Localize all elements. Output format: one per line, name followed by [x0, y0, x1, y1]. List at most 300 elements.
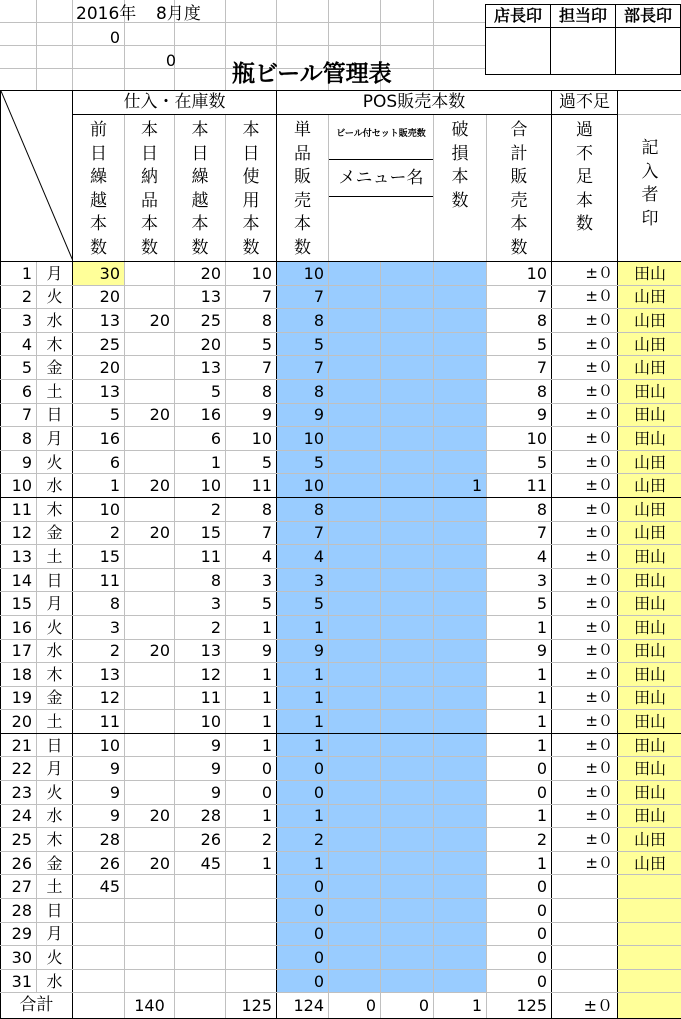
- recorder-cell: 田山: [618, 733, 681, 757]
- total-sales-cell: 1: [487, 733, 552, 757]
- carry-over-cell: 13: [175, 356, 226, 380]
- weekday-cell: 水: [37, 309, 73, 333]
- table-row: [1, 379, 681, 403]
- used-cell: 3: [226, 568, 277, 592]
- prev-carry-cell: 6: [73, 450, 125, 474]
- set-sales-cell: [381, 733, 434, 757]
- single-sales-cell: 0: [277, 781, 329, 805]
- set-sales-cell: [381, 828, 434, 852]
- recorder-cell: 田山: [618, 686, 681, 710]
- table-row: [1, 639, 681, 663]
- carry-over-cell: 13: [175, 639, 226, 663]
- set-sales-cell: [381, 804, 434, 828]
- day-cell: 18: [1, 663, 37, 687]
- set-sales-cell: [329, 922, 381, 946]
- diff-cell: ±０: [552, 545, 618, 569]
- totals-label: 合計: [1, 993, 73, 1019]
- prev-carry-cell: 2: [73, 639, 125, 663]
- table-row: [1, 781, 681, 805]
- totals-single: 124: [277, 993, 329, 1019]
- delivered-cell: [125, 875, 175, 899]
- diff-cell: ±０: [552, 450, 618, 474]
- delivered-cell: 20: [125, 521, 175, 545]
- table-row: [1, 922, 681, 946]
- totals-diff: ±０: [552, 993, 618, 1019]
- set-sales-cell: [381, 285, 434, 309]
- delivered-cell: 20: [125, 804, 175, 828]
- weekday-cell: 月: [37, 922, 73, 946]
- delivered-header: [125, 115, 175, 262]
- used-cell: [226, 899, 277, 923]
- cell-c2: 0: [72, 27, 124, 49]
- delivered-cell: [125, 781, 175, 805]
- carry-over-cell: 45: [175, 851, 226, 875]
- prev-carry-cell: 9: [73, 781, 125, 805]
- delivered-cell: [125, 545, 175, 569]
- prev-carry-cell: 15: [73, 545, 125, 569]
- recorder-header-text: 記入者印: [641, 137, 659, 231]
- totals-delivered: 140: [125, 993, 175, 1019]
- used-cell: 10: [226, 427, 277, 451]
- delivered-cell: 20: [125, 309, 175, 333]
- set-sales-cell: [329, 497, 381, 521]
- delivered-cell: [125, 427, 175, 451]
- used-cell: 8: [226, 497, 277, 521]
- weekday-cell: 日: [37, 568, 73, 592]
- used-cell: 2: [226, 828, 277, 852]
- delivered-cell: [125, 615, 175, 639]
- day-cell: 2: [1, 285, 37, 309]
- prev-carry-cell: 10: [73, 497, 125, 521]
- table-row: [1, 450, 681, 474]
- stamp-divider: [615, 27, 616, 75]
- delivered-cell: [125, 710, 175, 734]
- single-sales-cell: 8: [277, 309, 329, 333]
- single-sales-cell: 0: [277, 969, 329, 993]
- single-sales-cell: 1: [277, 733, 329, 757]
- single-sales-cell: 5: [277, 450, 329, 474]
- single-sales-cell: 0: [277, 899, 329, 923]
- set-sales-cell: [329, 521, 381, 545]
- carry-over-cell: 11: [175, 686, 226, 710]
- single-sales-cell: 1: [277, 804, 329, 828]
- broken-cell: [434, 875, 487, 899]
- set-sales-cell: [329, 285, 381, 309]
- prev-carry-cell: 3: [73, 615, 125, 639]
- prev-carry-cell: 45: [73, 875, 125, 899]
- single-sales-cell: 10: [277, 474, 329, 498]
- recorder-cell: 田山: [618, 427, 681, 451]
- total-sales-cell: 1: [487, 615, 552, 639]
- delivered-cell: [125, 899, 175, 923]
- used-cell: 0: [226, 757, 277, 781]
- diff-cell: ±０: [552, 757, 618, 781]
- diff-cell: ±０: [552, 356, 618, 380]
- carry-over-cell: [175, 946, 226, 970]
- total-sales-cell: 1: [487, 686, 552, 710]
- total-sales-cell: 0: [487, 781, 552, 805]
- used-cell: [226, 922, 277, 946]
- carry-over-cell: 9: [175, 781, 226, 805]
- total-sales-cell: 7: [487, 521, 552, 545]
- day-cell: 21: [1, 733, 37, 757]
- delivered-header-text: 本日納品本数: [141, 119, 159, 260]
- total-sales-header-text: 合計販売本数: [510, 119, 528, 260]
- set-sales-cell: [329, 946, 381, 970]
- group-pos-header: POS販売本数: [277, 91, 552, 115]
- delivered-cell: [125, 262, 175, 286]
- set-sales-cell: [381, 332, 434, 356]
- group-stock-header: 仕入・在庫数: [73, 91, 277, 115]
- used-cell: 1: [226, 804, 277, 828]
- delivered-cell: [125, 450, 175, 474]
- weekday-cell: 火: [37, 285, 73, 309]
- table-row: [1, 474, 681, 498]
- recorder-cell: [618, 875, 681, 899]
- carry-over-cell: 20: [175, 262, 226, 286]
- total-sales-cell: 8: [487, 379, 552, 403]
- diff-cell: ±０: [552, 851, 618, 875]
- carry-over-cell: 5: [175, 379, 226, 403]
- total-sales-cell: 5: [487, 592, 552, 616]
- broken-cell: [434, 922, 487, 946]
- delivered-cell: 20: [125, 474, 175, 498]
- day-cell: 5: [1, 356, 37, 380]
- total-sales-cell: 10: [487, 262, 552, 286]
- prev-carry-cell: 9: [73, 757, 125, 781]
- prev-carry-cell: 13: [73, 309, 125, 333]
- carry-over-cell: 2: [175, 497, 226, 521]
- set-sales-cell: [381, 615, 434, 639]
- carry-over-cell: 16: [175, 403, 226, 427]
- set-sales-cell: [329, 379, 381, 403]
- total-sales-cell: 9: [487, 403, 552, 427]
- prev-carry-cell: 10: [73, 733, 125, 757]
- table-row: [1, 899, 681, 923]
- diff-cell: ±０: [552, 309, 618, 333]
- broken-cell: [434, 403, 487, 427]
- single-sales-cell: 9: [277, 403, 329, 427]
- recorder-cell: 田山: [618, 403, 681, 427]
- day-cell: 25: [1, 828, 37, 852]
- table-row: [1, 828, 681, 852]
- total-sales-cell: 1: [487, 851, 552, 875]
- weekday-cell: 月: [37, 757, 73, 781]
- single-sales-cell: 1: [277, 686, 329, 710]
- recorder-cell: 田山: [618, 757, 681, 781]
- prev-carry-cell: 1: [73, 474, 125, 498]
- used-header-text: 本日使用本数: [242, 119, 260, 260]
- total-sales-cell: 0: [487, 946, 552, 970]
- set-sales-cell: [329, 875, 381, 899]
- recorder-cell: [618, 922, 681, 946]
- weekday-cell: 木: [37, 663, 73, 687]
- set-sales-cell: [329, 356, 381, 380]
- delivered-cell: 20: [125, 403, 175, 427]
- broken-cell: [434, 521, 487, 545]
- diff-cell: [552, 922, 618, 946]
- prev-carry-cell: 13: [73, 379, 125, 403]
- table-row: [1, 403, 681, 427]
- set-sales-cell: [381, 781, 434, 805]
- weekday-cell: 金: [37, 356, 73, 380]
- total-sales-cell: 4: [487, 545, 552, 569]
- single-sales-cell: 5: [277, 592, 329, 616]
- set-sales-cell: [329, 403, 381, 427]
- delivered-cell: [125, 686, 175, 710]
- broken-cell: [434, 262, 487, 286]
- total-sales-cell: 5: [487, 332, 552, 356]
- carry-over-cell: 10: [175, 474, 226, 498]
- recorder-cell: 山田: [618, 285, 681, 309]
- carry-over-cell: 9: [175, 733, 226, 757]
- broken-cell: [434, 757, 487, 781]
- table-row: [1, 851, 681, 875]
- totals-row: [1, 993, 681, 1019]
- set-sales-cell: [329, 899, 381, 923]
- recorder-cell: 田山: [618, 781, 681, 805]
- single-sales-cell: 10: [277, 262, 329, 286]
- carry-over-cell: 12: [175, 663, 226, 687]
- diff-header-text: 過不足本数: [576, 119, 594, 237]
- diff-cell: ±０: [552, 639, 618, 663]
- set-sales-cell: [381, 262, 434, 286]
- broken-cell: [434, 686, 487, 710]
- single-sales-cell: 0: [277, 757, 329, 781]
- set-sales-cell: [329, 733, 381, 757]
- weekday-cell: 土: [37, 379, 73, 403]
- set-sales-cell: [329, 545, 381, 569]
- totals-broken: 1: [434, 993, 487, 1019]
- delivered-cell: [125, 356, 175, 380]
- diff-cell: ±０: [552, 403, 618, 427]
- page-title: 瓶ビール管理表: [232, 60, 392, 88]
- set-sales-cell: [381, 568, 434, 592]
- broken-header: [434, 115, 487, 262]
- carry-over-cell: 11: [175, 545, 226, 569]
- broken-cell: [434, 969, 487, 993]
- cell-d3: 0: [124, 50, 180, 72]
- broken-cell: [434, 804, 487, 828]
- set-sales-cell: [381, 757, 434, 781]
- broken-cell: [434, 332, 487, 356]
- weekday-cell: 水: [37, 639, 73, 663]
- used-cell: 9: [226, 639, 277, 663]
- totals-set2: 0: [381, 993, 434, 1019]
- broken-cell: [434, 450, 487, 474]
- broken-cell: [434, 851, 487, 875]
- single-sales-header: [277, 115, 329, 262]
- single-sales-cell: 5: [277, 332, 329, 356]
- used-cell: 1: [226, 851, 277, 875]
- prev-carry-header: [73, 115, 125, 262]
- single-sales-cell: 8: [277, 379, 329, 403]
- table-row: [1, 427, 681, 451]
- prev-carry-cell: [73, 969, 125, 993]
- diff-cell: ±０: [552, 686, 618, 710]
- diff-cell: ±０: [552, 781, 618, 805]
- diff-cell: ±０: [552, 285, 618, 309]
- used-cell: 5: [226, 332, 277, 356]
- total-sales-cell: 7: [487, 356, 552, 380]
- diff-header: [552, 115, 618, 262]
- table-row: [1, 733, 681, 757]
- diff-cell: ±０: [552, 497, 618, 521]
- broken-cell: [434, 615, 487, 639]
- carry-over-cell: 1: [175, 450, 226, 474]
- recorder-cell: 山田: [618, 356, 681, 380]
- table-row: [1, 875, 681, 899]
- set-sales-cell: [381, 450, 434, 474]
- total-sales-cell: 7: [487, 285, 552, 309]
- recorder-cell: 田山: [618, 663, 681, 687]
- weekday-cell: 金: [37, 851, 73, 875]
- weekday-cell: 木: [37, 497, 73, 521]
- broken-cell: [434, 733, 487, 757]
- table-row: [1, 757, 681, 781]
- day-cell: 20: [1, 710, 37, 734]
- single-sales-cell: 0: [277, 875, 329, 899]
- prev-carry-cell: 26: [73, 851, 125, 875]
- weekday-cell: 木: [37, 828, 73, 852]
- carry-over-cell: 25: [175, 309, 226, 333]
- set-sales-cell: [381, 379, 434, 403]
- set-sales-cell: [329, 828, 381, 852]
- total-sales-cell: 8: [487, 309, 552, 333]
- prev-carry-cell: 30: [73, 262, 125, 286]
- table-row: [1, 969, 681, 993]
- prev-carry-cell: 28: [73, 828, 125, 852]
- recorder-top-cell: [618, 91, 681, 115]
- broken-cell: [434, 568, 487, 592]
- set-sales-cell: [329, 781, 381, 805]
- carry-over-cell: 9: [175, 757, 226, 781]
- weekday-cell: 水: [37, 969, 73, 993]
- table-row: [1, 710, 681, 734]
- broken-cell: [434, 899, 487, 923]
- single-sales-cell: 1: [277, 663, 329, 687]
- recorder-cell: 山田: [618, 828, 681, 852]
- set-sales-cell: [381, 521, 434, 545]
- diff-cell: [552, 946, 618, 970]
- recorder-cell: 田山: [618, 804, 681, 828]
- weekday-cell: 火: [37, 450, 73, 474]
- set-sales-cell: [329, 710, 381, 734]
- prev-carry-cell: 25: [73, 332, 125, 356]
- set-sales-cell: [381, 875, 434, 899]
- single-sales-cell: 0: [277, 946, 329, 970]
- weekday-cell: 日: [37, 733, 73, 757]
- prev-carry-cell: [73, 899, 125, 923]
- table-row: [1, 568, 681, 592]
- broken-cell: [434, 828, 487, 852]
- carry-over-cell: 13: [175, 285, 226, 309]
- staff-stamp-label: 担当印: [550, 4, 616, 28]
- set-sales-cell: [381, 922, 434, 946]
- set-sales-cell: [381, 427, 434, 451]
- day-cell: 7: [1, 403, 37, 427]
- total-sales-cell: 0: [487, 757, 552, 781]
- single-sales-header-text: 単品販売本数: [294, 119, 312, 260]
- dept-manager-stamp-label: 部長印: [615, 4, 681, 28]
- set-sales-cell: [381, 710, 434, 734]
- set-sales-cell: [329, 450, 381, 474]
- weekday-cell: 金: [37, 521, 73, 545]
- diff-cell: ±０: [552, 592, 618, 616]
- delivered-cell: 20: [125, 851, 175, 875]
- set-sales-cell: [381, 639, 434, 663]
- recorder-cell: 田山: [618, 262, 681, 286]
- total-sales-cell: 5: [487, 450, 552, 474]
- broken-cell: [434, 497, 487, 521]
- diff-cell: ±０: [552, 379, 618, 403]
- broken-header-text: 破損本数: [451, 119, 469, 213]
- totals-used: 125: [226, 993, 277, 1019]
- delivered-cell: [125, 379, 175, 403]
- prev-carry-cell: [73, 922, 125, 946]
- set-sales-cell: [329, 969, 381, 993]
- total-sales-cell: 0: [487, 969, 552, 993]
- prev-carry-cell: 2: [73, 521, 125, 545]
- used-cell: 10: [226, 262, 277, 286]
- month-label: 8月度: [156, 3, 201, 25]
- set-sales-cell: [329, 804, 381, 828]
- carry-over-header-text: 本日繰越本数: [191, 119, 209, 260]
- day-cell: 19: [1, 686, 37, 710]
- diagonal-line: [1, 91, 73, 261]
- set-sales-cell: [329, 615, 381, 639]
- recorder-cell: 田山: [618, 545, 681, 569]
- total-sales-cell: 9: [487, 639, 552, 663]
- total-sales-cell: 1: [487, 804, 552, 828]
- weekday-cell: 土: [37, 710, 73, 734]
- delivered-cell: [125, 285, 175, 309]
- weekday-cell: 月: [37, 262, 73, 286]
- weekday-cell: 土: [37, 875, 73, 899]
- day-cell: 4: [1, 332, 37, 356]
- carry-over-cell: [175, 969, 226, 993]
- set-sales-cell: [381, 474, 434, 498]
- day-cell: 23: [1, 781, 37, 805]
- diff-cell: ±０: [552, 804, 618, 828]
- carry-over-cell: [175, 922, 226, 946]
- carry-over-cell: 8: [175, 568, 226, 592]
- single-sales-cell: 4: [277, 545, 329, 569]
- used-cell: 1: [226, 733, 277, 757]
- set-sales-cell: [381, 899, 434, 923]
- set-sales-cell: [381, 592, 434, 616]
- prev-carry-cell: 12: [73, 686, 125, 710]
- broken-cell: [434, 592, 487, 616]
- recorder-cell: [618, 969, 681, 993]
- single-sales-cell: 1: [277, 615, 329, 639]
- broken-cell: [434, 710, 487, 734]
- single-sales-cell: 1: [277, 710, 329, 734]
- total-sales-cell: 0: [487, 875, 552, 899]
- totals-total: 125: [487, 993, 552, 1019]
- weekday-cell: 火: [37, 781, 73, 805]
- day-cell: 30: [1, 946, 37, 970]
- broken-cell: [434, 379, 487, 403]
- table-row: [1, 804, 681, 828]
- day-cell: 17: [1, 639, 37, 663]
- single-sales-cell: 10: [277, 427, 329, 451]
- delivered-cell: [125, 332, 175, 356]
- broken-cell: 1: [434, 474, 487, 498]
- diff-cell: ±０: [552, 427, 618, 451]
- table-row: [1, 521, 681, 545]
- set-sales-cell: [381, 545, 434, 569]
